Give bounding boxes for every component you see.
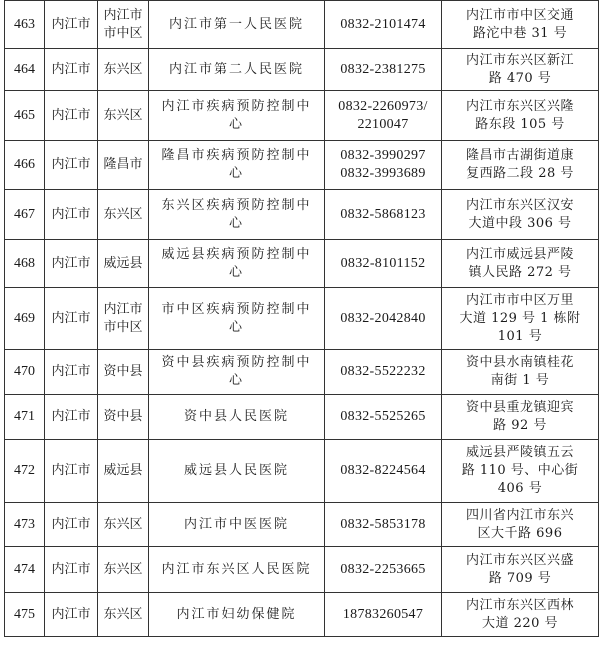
city-cell: 内江市 (45, 49, 98, 91)
address-cell (442, 547, 599, 593)
district-cell (98, 1, 149, 49)
address-cell-line: 路东段 105 号 (475, 116, 565, 132)
district-cell-line: 隆昌市 (103, 157, 143, 172)
address-cell-line: 路 110 号、中心街 (461, 463, 579, 478)
institution-name-cell-line: 心 (228, 319, 244, 335)
phone-cell (325, 503, 442, 547)
institution-name-cell (149, 593, 325, 637)
table-body (5, 1, 599, 637)
district-cell-line: 东兴区 (103, 61, 143, 77)
phone-cell (325, 1, 442, 49)
address-cell-line: 内江市市中区万里 (465, 292, 574, 308)
institution-name-cell (149, 288, 325, 350)
phone-cell (325, 440, 442, 503)
institution-name-cell-line: 市中区疾病预防控制中 (161, 301, 312, 317)
institution-name-cell (149, 547, 325, 593)
phone-cell (325, 350, 442, 395)
address-cell-line: 资中县水南镇桂花 (465, 355, 574, 370)
phone-cell-line: 0832-5853178 (340, 516, 426, 532)
address-cell (442, 503, 599, 547)
phone-cell-line: 2210047 (357, 116, 409, 132)
institution-name-cell-line: 内江市中医医院 (183, 516, 289, 532)
district-cell (98, 190, 149, 240)
district-cell (98, 91, 149, 141)
phone-cell-line: 0832-2101474 (340, 16, 426, 32)
phone-cell (325, 49, 442, 91)
city-cell: 内江市 (45, 141, 98, 190)
institution-name-cell-line: 内江市东兴区人民医院 (161, 561, 312, 577)
address-cell-line: 威远县严陵镇五云 (465, 445, 574, 460)
district-cell (98, 593, 149, 637)
institution-name-cell-line: 隆昌市疾病预防控制中 (161, 148, 312, 163)
district-cell (98, 350, 149, 395)
address-cell (442, 141, 599, 190)
phone-cell (325, 288, 442, 350)
row-number-cell: 470 (5, 350, 45, 395)
institution-name-cell-line: 心 (228, 373, 244, 388)
address-cell-line: 内江市东兴区兴隆 (465, 98, 574, 114)
phone-cell-line: 0832-2381275 (340, 61, 426, 77)
phone-cell-line: 0832-5868123 (340, 206, 426, 222)
district-cell (98, 440, 149, 503)
phone-cell-line: 0832-5525265 (340, 409, 426, 424)
row-number-cell: 468 (5, 240, 45, 288)
institution-name-cell (149, 49, 325, 91)
row-number-cell: 465 (5, 91, 45, 141)
institution-name-cell (149, 91, 325, 141)
phone-cell (325, 593, 442, 637)
row-number-cell: 466 (5, 141, 45, 190)
address-cell-line: 路 470 号 (488, 70, 552, 86)
institution-name-cell-line: 资中县疾病预防控制中 (161, 355, 312, 370)
institution-name-cell (149, 141, 325, 190)
address-cell-line: 隆昌市古湖街道康 (465, 148, 574, 163)
address-cell-line: 内江市东兴区汉安 (465, 197, 574, 213)
phone-cell (325, 141, 442, 190)
district-cell-line: 东兴区 (103, 606, 143, 622)
address-cell-line: 大道 129 号 1 栋附 (459, 310, 581, 326)
institution-name-cell-line: 心 (228, 166, 244, 181)
table-row (5, 440, 599, 503)
address-cell (442, 1, 599, 49)
district-cell-line: 东兴区 (103, 516, 143, 532)
address-cell (442, 240, 599, 288)
address-cell (442, 288, 599, 350)
address-cell (442, 395, 599, 440)
row-number-cell: 474 (5, 547, 45, 593)
city-cell: 内江市 (45, 240, 98, 288)
district-cell-line: 东兴区 (103, 206, 143, 222)
address-cell-line: 406 号 (497, 481, 543, 496)
address-cell-line: 复西路二段 28 号 (466, 166, 574, 181)
hospital-table (4, 0, 599, 637)
district-cell (98, 141, 149, 190)
city-cell: 内江市 (45, 503, 98, 547)
city-cell: 内江市 (45, 440, 98, 503)
address-cell (442, 190, 599, 240)
phone-cell-line: 0832-8101152 (340, 255, 426, 271)
address-cell-line: 内江市东兴区西林 (465, 597, 574, 613)
city-cell: 内江市 (45, 91, 98, 141)
table-row (5, 240, 599, 288)
institution-name-cell-line: 内江市第一人民医院 (168, 16, 304, 32)
row-number-cell: 472 (5, 440, 45, 503)
district-cell-line: 市中区 (103, 319, 143, 335)
district-cell-line: 威远县 (103, 255, 143, 271)
address-cell (442, 440, 599, 503)
table-row (5, 547, 599, 593)
city-cell: 内江市 (45, 547, 98, 593)
district-cell-line: 东兴区 (103, 107, 143, 123)
institution-name-cell-line: 内江市疾病预防控制中 (161, 98, 312, 114)
row-number-cell: 464 (5, 49, 45, 91)
address-cell-line: 南街 1 号 (490, 373, 550, 388)
address-cell (442, 91, 599, 141)
address-cell-line: 镇人民路 272 号 (468, 264, 572, 280)
district-cell-line: 资中县 (103, 364, 143, 379)
phone-cell-line: 18783260547 (342, 606, 424, 622)
table-row (5, 1, 599, 49)
institution-name-cell-line: 心 (228, 264, 244, 280)
phone-cell (325, 190, 442, 240)
district-cell (98, 240, 149, 288)
district-cell (98, 288, 149, 350)
address-cell-line: 内江市威远县严陵 (465, 246, 574, 262)
row-number-cell: 469 (5, 288, 45, 350)
row-number-cell: 463 (5, 1, 45, 49)
city-cell: 内江市 (45, 1, 98, 49)
city-cell: 内江市 (45, 395, 98, 440)
institution-name-cell-line: 内江市第二人民医院 (168, 61, 304, 77)
phone-cell-line: 0832-5522232 (340, 364, 426, 379)
phone-cell-line: 0832-3990297 (340, 148, 426, 163)
institution-name-cell-line: 心 (228, 215, 244, 231)
address-cell (442, 49, 599, 91)
institution-name-cell (149, 190, 325, 240)
district-cell-line: 资中县 (103, 409, 143, 424)
district-cell-line: 威远县 (103, 463, 143, 478)
table-row (5, 190, 599, 240)
city-cell: 内江市 (45, 288, 98, 350)
address-cell-line: 资中县重龙镇迎宾 (465, 400, 574, 415)
district-cell (98, 547, 149, 593)
address-cell-line: 路 92 号 (493, 418, 547, 433)
phone-cell-line: 0832-8224564 (340, 463, 426, 478)
table-row (5, 49, 599, 91)
address-cell (442, 593, 599, 637)
phone-cell (325, 240, 442, 288)
phone-cell (325, 547, 442, 593)
phone-cell-line: 0832-2260973/ (338, 98, 428, 114)
institution-name-cell-line: 威远县人民医院 (183, 463, 289, 478)
phone-cell (325, 91, 442, 141)
row-number-cell: 467 (5, 190, 45, 240)
city-cell: 内江市 (45, 593, 98, 637)
address-cell-line: 内江市东兴区兴盛 (465, 552, 574, 568)
institution-name-cell-line: 心 (228, 116, 244, 132)
table-row (5, 350, 599, 395)
address-cell-line: 路 709 号 (488, 570, 552, 586)
table-row (5, 141, 599, 190)
table-row (5, 395, 599, 440)
address-cell-line: 路沱中巷 31 号 (472, 25, 568, 41)
institution-name-cell (149, 503, 325, 547)
row-number-cell: 475 (5, 593, 45, 637)
city-cell: 内江市 (45, 350, 98, 395)
table-row (5, 288, 599, 350)
institution-name-cell (149, 1, 325, 49)
phone-cell-line: 0832-2042840 (340, 310, 426, 326)
address-cell-line: 大道 220 号 (481, 615, 559, 631)
institution-name-cell (149, 350, 325, 395)
address-cell (442, 350, 599, 395)
phone-cell-line: 0832-2253665 (340, 561, 426, 577)
institution-name-cell-line: 资中县人民医院 (183, 409, 289, 424)
table-row (5, 91, 599, 141)
address-cell-line: 区大千路 696 (477, 525, 563, 541)
district-cell-line: 东兴区 (103, 561, 143, 577)
address-cell-line: 大道中段 306 号 (468, 215, 572, 231)
address-cell-line: 内江市东兴区新江 (465, 52, 574, 68)
district-cell (98, 503, 149, 547)
row-number-cell: 473 (5, 503, 45, 547)
institution-name-cell-line: 威远县疾病预防控制中 (161, 246, 312, 262)
address-cell-line: 四川省内江市东兴 (465, 507, 574, 523)
institution-name-cell (149, 395, 325, 440)
phone-cell-line: 0832-3993689 (340, 166, 426, 181)
table-row (5, 503, 599, 547)
district-cell (98, 49, 149, 91)
address-cell-line: 内江市市中区交通 (465, 7, 574, 23)
address-cell-line: 101 号 (497, 328, 543, 344)
phone-cell (325, 395, 442, 440)
institution-name-cell (149, 440, 325, 503)
row-number-cell: 471 (5, 395, 45, 440)
table-row (5, 593, 599, 637)
institution-name-cell-line: 东兴区疾病预防控制中 (161, 197, 312, 213)
institution-name-cell (149, 240, 325, 288)
city-cell: 内江市 (45, 190, 98, 240)
district-cell (98, 395, 149, 440)
district-cell-line: 市中区 (103, 25, 143, 41)
district-cell-line: 内江市 (103, 7, 143, 23)
district-cell-line: 内江市 (103, 301, 143, 317)
institution-name-cell-line: 内江市妇幼保健院 (176, 606, 297, 622)
